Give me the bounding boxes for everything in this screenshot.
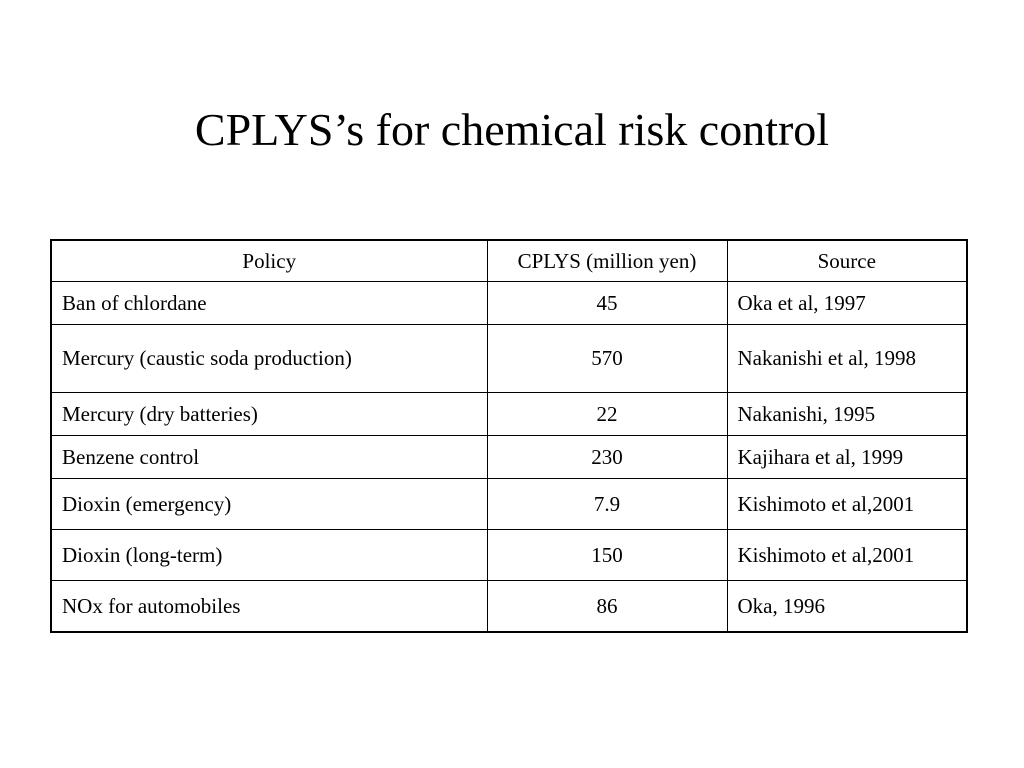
source-cell: Nakanishi, 1995 xyxy=(727,393,967,436)
table-row xyxy=(51,325,967,393)
policy-cell: Mercury (caustic soda production) xyxy=(51,325,487,393)
policy-cell: Benzene control xyxy=(51,436,487,479)
source-cell: Oka et al, 1997 xyxy=(727,282,967,325)
source-cell: Kishimoto et al,2001 xyxy=(727,530,967,581)
cplys-cell: 7.9 xyxy=(487,479,727,530)
header-cplys: CPLYS (million yen) xyxy=(487,240,727,282)
table-header-row xyxy=(51,240,967,282)
policy-cell: Dioxin (long-term) xyxy=(51,530,487,581)
cplys-cell: 22 xyxy=(487,393,727,436)
table-row xyxy=(51,393,967,436)
table-row xyxy=(51,282,967,325)
cplys-cell: 150 xyxy=(487,530,727,581)
policy-cell: Dioxin (emergency) xyxy=(51,479,487,530)
cplys-table xyxy=(50,239,968,633)
source-cell: Oka, 1996 xyxy=(727,581,967,633)
slide-title: CPLYS’s for chemical risk control xyxy=(194,104,830,155)
policy-cell: Ban of chlordane xyxy=(51,282,487,325)
table-row xyxy=(51,436,967,479)
cplys-cell: 45 xyxy=(487,282,727,325)
cplys-cell: 86 xyxy=(487,581,727,633)
source-cell: Kajihara et al, 1999 xyxy=(727,436,967,479)
source-cell: Kishimoto et al,2001 xyxy=(727,479,967,530)
header-policy: Policy xyxy=(51,240,487,282)
cplys-cell: 570 xyxy=(487,325,727,393)
policy-cell: NOx for automobiles xyxy=(51,581,487,633)
table-row xyxy=(51,530,967,581)
header-source: Source xyxy=(727,240,967,282)
policy-cell: Mercury (dry batteries) xyxy=(51,393,487,436)
source-cell: Nakanishi et al, 1998 xyxy=(727,325,967,393)
table-row xyxy=(51,581,967,633)
table-row xyxy=(51,479,967,530)
cplys-cell: 230 xyxy=(487,436,727,479)
